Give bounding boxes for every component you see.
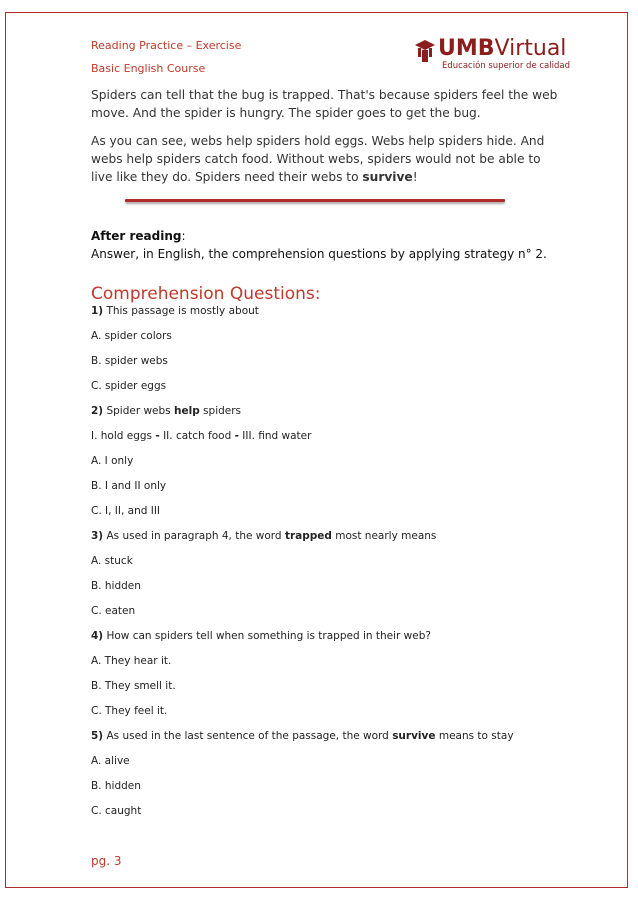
question-5: 5) As used in the last sentence of the passage, the word survive means to stay (91, 730, 514, 742)
after-reading-instruction: Answer, in English, the comprehension questions by applying strategy n° 2. (91, 247, 547, 261)
question-2-option-b: B. I and II only (91, 480, 167, 492)
question-4: 4) How can spiders tell when something is trapped in their web? (91, 630, 431, 642)
question-2: 2) Spider webs help spiders (91, 405, 242, 417)
course-exercise-title: Reading Practice – Exercise (91, 39, 242, 52)
logo-wordmark: UMBVirtual (438, 36, 567, 61)
comprehension-title: Comprehension Questions: (91, 284, 321, 304)
question-1-option-a: A. spider colors (91, 330, 172, 342)
question-2-items: I. hold eggs - II. catch food - III. find water (91, 430, 312, 442)
course-name: Basic English Course (91, 62, 206, 75)
question-5-option-a: A. alive (91, 755, 130, 767)
after-reading-block: After reading: Answer, in English, the comprehension questions by applying strategy n° 2. (91, 227, 561, 263)
umb-virtual-logo (414, 36, 574, 76)
question-4-option-b: B. They smell it. (91, 680, 176, 692)
question-1-option-c: C. spider eggs (91, 380, 167, 392)
question-1: 1) This passage is mostly about (91, 305, 259, 317)
question-3-option-a: A. stuck (91, 555, 133, 567)
question-2-option-c: C. I, II, and III (91, 505, 161, 517)
question-4-option-c: C. They feel it. (91, 705, 168, 717)
question-1-option-b: B. spider webs (91, 355, 168, 367)
passage-paragraph-1: Spiders can tell that the bug is trapped. That's because spiders feel the web move. And the spider is hungry. The spider goes to get the bug. (91, 88, 558, 120)
question-4-option-a: A. They hear it. (91, 655, 172, 667)
page-number: pg. 3 (91, 854, 122, 868)
question-3: 3) As used in paragraph 4, the word trapped most nearly means (91, 530, 437, 542)
after-reading-label: After reading (91, 229, 182, 243)
section-divider (125, 199, 505, 202)
question-5-option-c: C. caught (91, 805, 142, 817)
question-5-option-b: B. hidden (91, 780, 141, 792)
question-3-option-c: C. eaten (91, 605, 136, 617)
logo-tagline: Educación superior de calidad (442, 61, 570, 71)
passage-paragraph-2: As you can see, webs help spiders hold eggs. Webs help spiders hide. And webs help spiders catch food. Without webs, spiders would not be able to live like they do. Spiders need their webs to survive! (91, 134, 545, 184)
graduation-cap-icon (414, 38, 436, 64)
question-2-option-a: A. I only (91, 455, 134, 467)
question-3-option-b: B. hidden (91, 580, 141, 592)
